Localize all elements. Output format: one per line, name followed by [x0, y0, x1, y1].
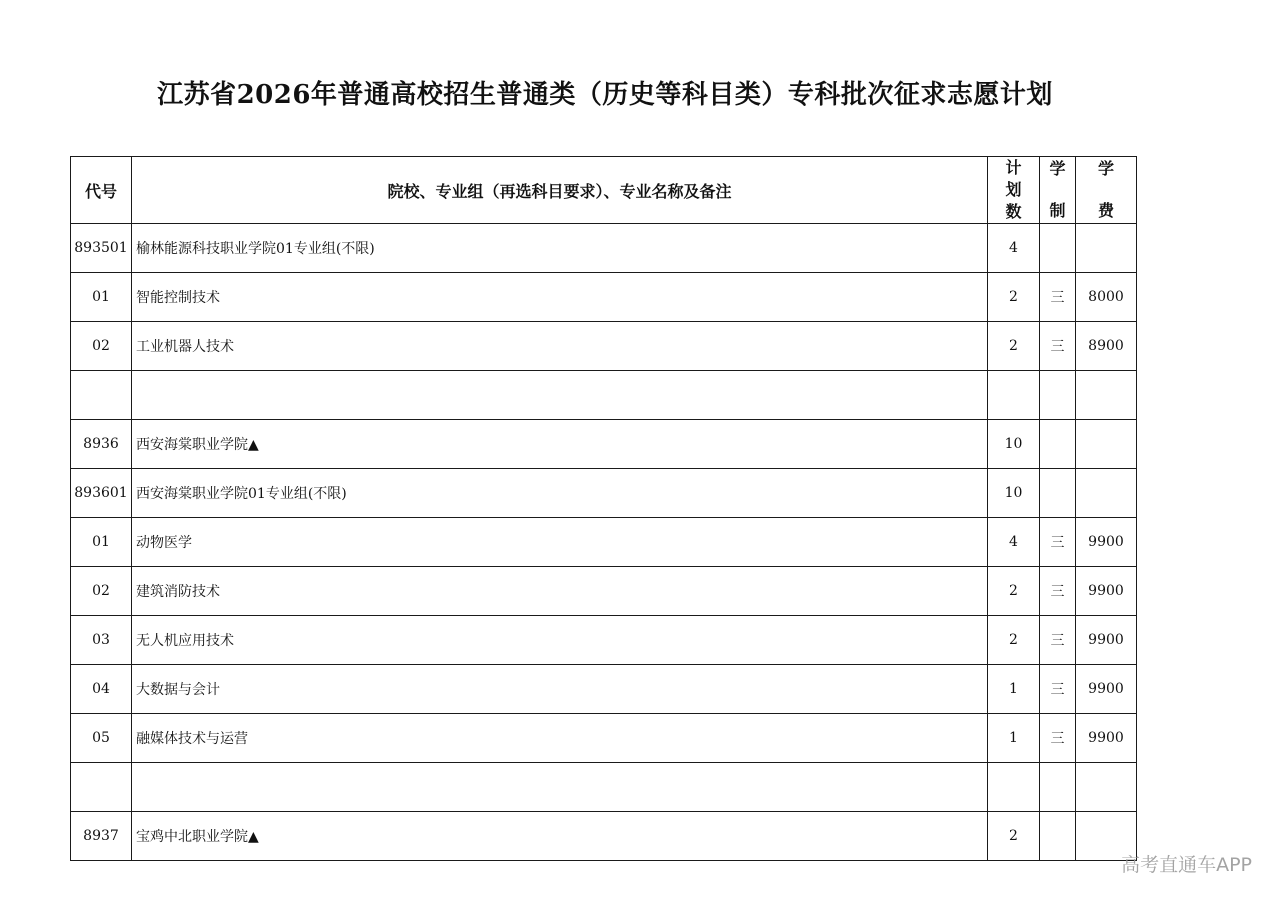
cell-name: 西安海棠职业学院01专业组(不限) — [132, 469, 988, 518]
table-row — [71, 567, 1137, 616]
header-plan — [988, 157, 1040, 224]
cell-code: 893501 — [71, 224, 132, 273]
cell-plan: 1 — [988, 665, 1040, 714]
header-fee-char: 学 — [1097, 159, 1114, 178]
cell-duration — [1040, 224, 1076, 273]
header-duration-char: 学 — [1049, 159, 1066, 178]
table-row — [71, 665, 1137, 714]
cell-plan — [988, 763, 1040, 812]
cell-fee: 8900 — [1076, 322, 1137, 371]
cell-code: 03 — [71, 616, 132, 665]
cell-plan: 4 — [988, 518, 1040, 567]
plan-table — [70, 156, 1137, 861]
cell-code: 01 — [71, 273, 132, 322]
table-row — [71, 714, 1137, 763]
header-fee — [1076, 157, 1137, 224]
cell-duration: 三 — [1040, 567, 1076, 616]
header-plan-char: 划 — [1005, 180, 1022, 199]
cell-plan: 10 — [988, 469, 1040, 518]
cell-duration — [1040, 763, 1076, 812]
cell-duration — [1040, 812, 1076, 861]
table-row — [71, 812, 1137, 861]
cell-name: 建筑消防技术 — [132, 567, 988, 616]
cell-code — [71, 763, 132, 812]
header-name: 院校、专业组（再选科目要求）、专业名称及备注 — [132, 157, 988, 224]
table-row — [71, 469, 1137, 518]
table-row — [71, 224, 1137, 273]
watermark: 高考直通车APP — [1121, 854, 1252, 876]
cell-code: 8936 — [71, 420, 132, 469]
table-row — [71, 322, 1137, 371]
cell-code: 01 — [71, 518, 132, 567]
cell-plan — [988, 371, 1040, 420]
cell-duration: 三 — [1040, 273, 1076, 322]
table-row — [71, 371, 1137, 420]
cell-code: 8937 — [71, 812, 132, 861]
table-row — [71, 763, 1137, 812]
cell-fee — [1076, 224, 1137, 273]
cell-name: 融媒体技术与运营 — [132, 714, 988, 763]
cell-fee: 9900 — [1076, 714, 1137, 763]
cell-plan: 2 — [988, 273, 1040, 322]
cell-plan: 2 — [988, 567, 1040, 616]
cell-duration — [1040, 420, 1076, 469]
cell-plan: 10 — [988, 420, 1040, 469]
table-row — [71, 518, 1137, 567]
cell-duration: 三 — [1040, 322, 1076, 371]
cell-duration: 三 — [1040, 616, 1076, 665]
header-code: 代号 — [71, 157, 132, 224]
cell-code — [71, 371, 132, 420]
table-row — [71, 616, 1137, 665]
cell-code: 04 — [71, 665, 132, 714]
cell-fee — [1076, 469, 1137, 518]
cell-fee: 9900 — [1076, 567, 1137, 616]
cell-fee — [1076, 763, 1137, 812]
cell-duration — [1040, 371, 1076, 420]
cell-name — [132, 371, 988, 420]
cell-plan: 4 — [988, 224, 1040, 273]
cell-name: 智能控制技术 — [132, 273, 988, 322]
cell-duration: 三 — [1040, 518, 1076, 567]
cell-code: 893601 — [71, 469, 132, 518]
header-plan-char: 数 — [1005, 202, 1022, 221]
page-title: 江苏省2026年普通高校招生普通类（历史等科目类）专科批次征求志愿计划 — [157, 80, 1053, 110]
cell-fee: 9900 — [1076, 518, 1137, 567]
cell-plan: 1 — [988, 714, 1040, 763]
cell-name: 工业机器人技术 — [132, 322, 988, 371]
cell-name: 动物医学 — [132, 518, 988, 567]
table-row — [71, 420, 1137, 469]
cell-code: 02 — [71, 567, 132, 616]
header-duration — [1040, 157, 1076, 224]
cell-name: 西安海棠职业学院▲ — [132, 420, 988, 469]
header-plan-char: 计 — [1005, 158, 1022, 177]
cell-fee: 9900 — [1076, 616, 1137, 665]
cell-name: 无人机应用技术 — [132, 616, 988, 665]
cell-name: 榆林能源科技职业学院01专业组(不限) — [132, 224, 988, 273]
header-duration-char: 制 — [1049, 201, 1066, 220]
table-header-row — [71, 157, 1137, 224]
cell-duration: 三 — [1040, 714, 1076, 763]
cell-plan: 2 — [988, 616, 1040, 665]
cell-name — [132, 763, 988, 812]
table-row — [71, 273, 1137, 322]
cell-fee — [1076, 420, 1137, 469]
cell-fee: 9900 — [1076, 665, 1137, 714]
cell-fee — [1076, 371, 1137, 420]
cell-plan: 2 — [988, 322, 1040, 371]
cell-plan: 2 — [988, 812, 1040, 861]
cell-code: 05 — [71, 714, 132, 763]
header-fee-char: 费 — [1097, 201, 1114, 220]
cell-duration — [1040, 469, 1076, 518]
cell-fee: 8000 — [1076, 273, 1137, 322]
cell-name: 大数据与会计 — [132, 665, 988, 714]
cell-name: 宝鸡中北职业学院▲ — [132, 812, 988, 861]
cell-duration: 三 — [1040, 665, 1076, 714]
cell-code: 02 — [71, 322, 132, 371]
